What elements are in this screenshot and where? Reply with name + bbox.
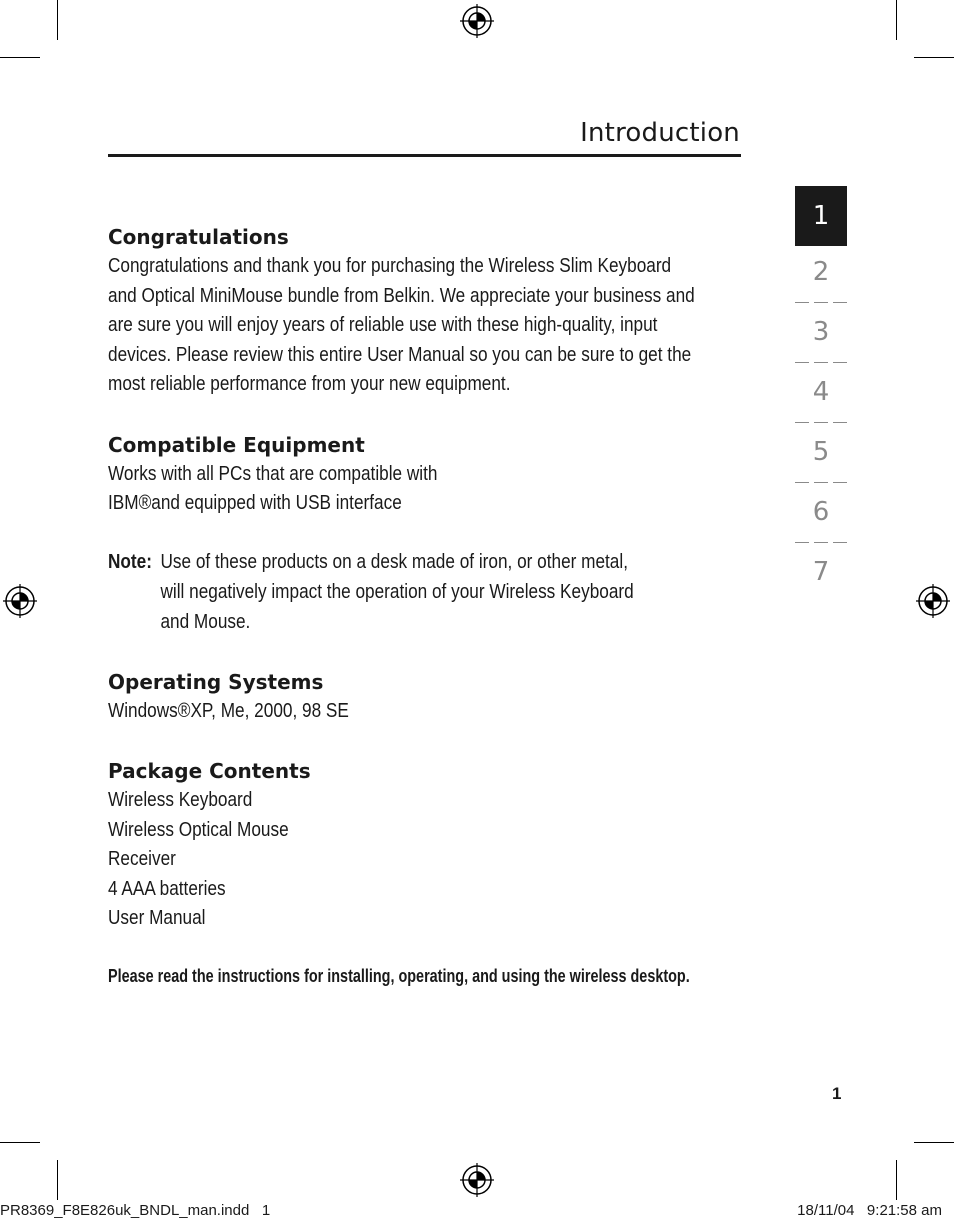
page-title: Introduction: [580, 118, 740, 148]
paragraph-line: devices. Please review this entire User Manual so you can be sure to get the: [108, 343, 692, 366]
chapter-divider: [795, 482, 847, 483]
crop-mark: [57, 1160, 58, 1200]
paragraph-line: Works with all PCs that are compatible with: [108, 462, 438, 485]
paragraph-line: Windows®XP, Me, 2000, 98 SE: [108, 699, 349, 722]
os-paragraph: [108, 697, 762, 727]
section-heading-package-contents: Package Contents: [108, 758, 311, 783]
registration-mark-icon: [460, 1163, 494, 1197]
chapter-tab: [795, 246, 847, 306]
note-line: will negatively impact the operation of your Wireless Keyboard: [160, 580, 634, 603]
section-heading-operating-systems: Operating Systems: [108, 669, 324, 694]
main-content: [108, 222, 758, 934]
chapter-number: 6: [812, 497, 830, 527]
crop-mark: [0, 1142, 40, 1143]
list-item: Receiver: [108, 848, 176, 871]
paragraph-line: most reliable performance from your new equipment.: [108, 373, 511, 396]
registration-mark-icon: [460, 4, 494, 38]
list-item: Wireless Keyboard: [108, 788, 253, 811]
paragraph-line: IBM®and equipped with USB interface: [108, 492, 402, 515]
chapter-number: 5: [812, 437, 830, 467]
note-line: Use of these products on a desk made of iron, or other metal,: [160, 551, 628, 574]
crop-mark: [896, 1160, 897, 1200]
chapter-number: 2: [812, 257, 830, 287]
note-block: [108, 548, 762, 637]
slug-filename: PR8369_F8E826uk_BNDL_man.indd 1: [0, 1202, 271, 1219]
congratulations-paragraph: [108, 252, 762, 400]
package-contents-list: [108, 786, 762, 934]
chapter-tab: [795, 306, 847, 366]
chapter-number: 4: [812, 377, 830, 407]
chapter-tab: [795, 486, 847, 546]
chapter-tab: [795, 426, 847, 486]
section-heading-congratulations: Congratulations: [108, 225, 289, 249]
chapter-divider: [795, 542, 847, 543]
chapter-number: 3: [812, 317, 830, 347]
crop-mark: [896, 0, 897, 40]
chapter-tab: [795, 366, 847, 426]
chapter-divider: [795, 362, 847, 363]
chapter-tab: [795, 546, 847, 606]
registration-mark-icon: [916, 584, 950, 618]
note-label: Note:: [108, 551, 152, 574]
slug-timestamp: 18/11/04 9:21:58 am: [797, 1202, 942, 1219]
paragraph-line: Congratulations and thank you for purchasing the Wireless Slim Keyboard: [108, 255, 672, 277]
section-heading-compatible-equipment: Compatible Equipment: [108, 432, 365, 457]
chapter-tab-active: 1: [795, 186, 847, 246]
chapter-divider: [795, 422, 847, 423]
paragraph-line: are sure you will enjoy years of reliable use with these high-quality, input: [108, 314, 658, 337]
closing-note: Please read the instructions for installing, operating, and using the wireless desktop.: [108, 966, 690, 986]
chapter-nav: [795, 186, 847, 606]
note-line: and Mouse.: [160, 610, 251, 633]
list-item: User Manual: [108, 907, 206, 930]
compatible-paragraph: [108, 460, 762, 638]
page-number: 1: [832, 1084, 842, 1103]
list-item: Wireless Optical Mouse: [108, 818, 289, 841]
chapter-number: 7: [812, 557, 830, 587]
crop-mark: [0, 57, 40, 58]
title-rule: [108, 154, 741, 157]
crop-mark: [57, 0, 58, 40]
crop-mark: [914, 57, 954, 58]
paragraph-line: and Optical MiniMouse bundle from Belkin. We appreciate your business and: [108, 284, 695, 307]
registration-mark-icon: [3, 584, 37, 618]
crop-mark: [914, 1142, 954, 1143]
list-item: 4 AAA batteries: [108, 877, 226, 900]
chapter-divider: [795, 302, 847, 303]
